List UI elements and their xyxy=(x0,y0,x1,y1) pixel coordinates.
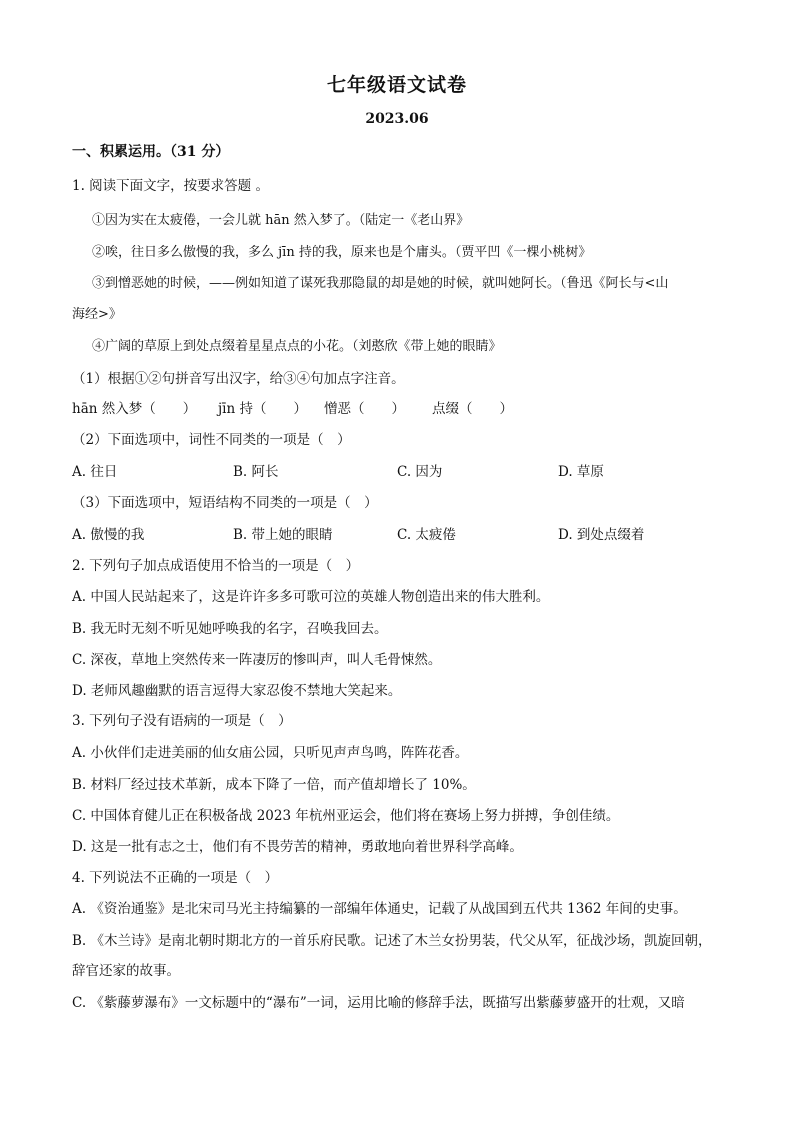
blank-3: 憎恶（ ） xyxy=(324,401,405,417)
option-b-cont: 辞官还家的故事。 xyxy=(72,963,180,979)
blank-2: jīn 持（ ） xyxy=(218,401,307,417)
option-b: B. 《木兰诗》是南北朝时期北方的一首乐府民歌。记述了木兰女扮男装，代父从军，征战沙场，凯旋回朝， xyxy=(72,933,712,949)
question-1-sub2: （2）下面选项中，词性不同类的一项是（ ） xyxy=(72,432,351,448)
question-1-sub3: （3）下面选项中，短语结构不同类的一项是（ ） xyxy=(72,495,378,511)
question-3-stem: 3. 下列句子没有语病的一项是（ ） xyxy=(72,713,292,729)
option-a: A. 小伙伴们走进美丽的仙女庙公园，只听见声声鸟鸣，阵阵花香。 xyxy=(72,745,469,761)
option-d: D. 老师风趣幽默的语言逗得大家忍俊不禁地大笑起来。 xyxy=(72,683,402,699)
section-heading: 一、积累运用。（31 分） xyxy=(72,144,230,160)
passage-3: ③到憎恶她的时候，——例如知道了谋死我那隐鼠的却是她的时候，就叫她阿长。（鲁迅《阿长与<山 xyxy=(92,276,669,291)
option-a: A. 中国人民站起来了，这是许许多多可歌可泣的英雄人物创造出来的伟大胜利。 xyxy=(72,589,550,605)
question-1-sub1: （1）根据①②句拼音写出汉字，给③④句加点字注音。 xyxy=(72,371,405,387)
option-b: B. 材料厂经过技术革新，成本下降了一倍，而产值却增长了 10%。 xyxy=(72,777,476,793)
option-b: B. 我无时无刻不听见她呼唤我的名字，召唤我回去。 xyxy=(72,621,388,637)
question-4-stem: 4. 下列说法不正确的一项是（ ） xyxy=(72,870,279,886)
page-title: 七年级语文试卷 xyxy=(326,74,467,96)
option-a: A. 往日 xyxy=(72,464,118,480)
option-c: C. 太疲倦 xyxy=(397,527,456,543)
blank-1: hān 然入梦（ ） xyxy=(72,401,197,417)
passage-3-cont: 海经>》 xyxy=(72,307,122,322)
blank-4: 点缀（ ） xyxy=(432,401,513,417)
option-d: D. 这是一批有志之士，他们有不畏劳苦的精神，勇敢地向着世界科学高峰。 xyxy=(72,839,523,855)
option-c: C. 深夜，草地上突然传来一阵凄厉的惨叫声，叫人毛骨悚然。 xyxy=(72,652,442,668)
option-c: C. 中国体育健儿正在积极备战 2023 年杭州亚运会，他们将在赛场上努力拼搏，争创佳绩。 xyxy=(72,808,620,824)
option-a: A. 傲慢的我 xyxy=(72,527,145,543)
option-a: A. 《资治通鉴》是北宋司马光主持编纂的一部编年体通史，记载了从战国到五代共 1362 年间的史事。 xyxy=(72,901,687,917)
option-c: C. 因为 xyxy=(397,464,443,480)
passage-2: ②唉，往日多么傲慢的我，多么 jīn 持的我，原来也是个庸头。（贾平凹《一棵小桃树》 xyxy=(92,245,592,260)
exam-date: 2023.06 xyxy=(365,111,429,127)
option-c: C. 《紫藤萝瀑布》一文标题中的“瀑布”一词，运用比喻的修辞手法，既描写出紫藤萝盛开的壮观，又暗 xyxy=(72,995,685,1011)
question-2-stem: 2. 下列句子加点成语使用不恰当的一项是（ ） xyxy=(72,558,360,574)
passage-1: ①因为实在太疲倦，一会儿就 hān 然入梦了。（陆定一《老山界》 xyxy=(92,213,470,228)
option-d: D. 到处点缀着 xyxy=(558,527,645,543)
option-b: B. 阿长 xyxy=(233,464,279,480)
option-b: B. 带上她的眼睛 xyxy=(233,527,333,543)
question-1-stem: 1. 阅读下面文字，按要求答题 。 xyxy=(72,178,269,194)
option-d: D. 草原 xyxy=(558,464,604,480)
passage-4: ④广阔的草原上到处点缀着星星点点的小花。（刘憨欣《带上她的眼睛》 xyxy=(92,339,502,354)
